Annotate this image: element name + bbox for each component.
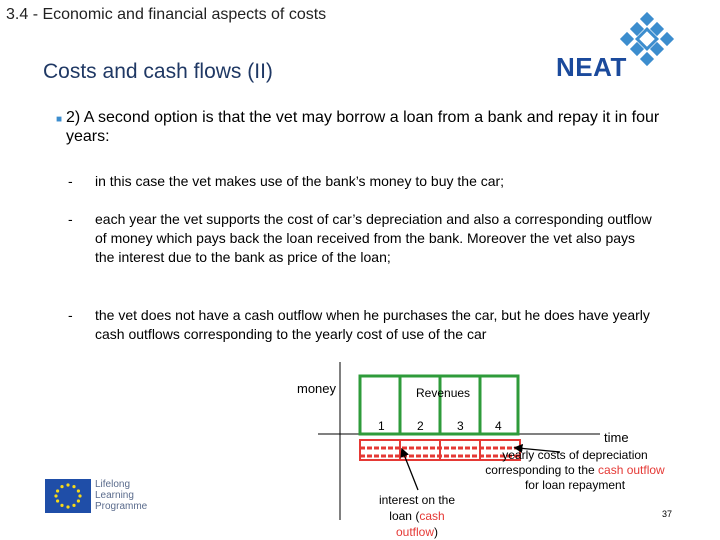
programme-text <box>95 479 147 512</box>
year-label: 1 <box>378 419 385 433</box>
square-bullet-icon: ■ <box>56 114 63 125</box>
year-label: 2 <box>417 419 424 433</box>
depreciation-label-red: cash outflow <box>598 463 665 477</box>
x-axis-label: time <box>604 430 629 445</box>
eu-flag-icon <box>45 479 91 513</box>
interest-arrow <box>403 452 418 490</box>
programme-line: Programme <box>95 501 148 512</box>
list-item-text: in this case the vet makes use of the bank’s money to buy the car; <box>95 173 505 189</box>
intro-text: 2) A second option is that the vet may borrow a loan from a bank and repay it in four years: <box>66 109 660 145</box>
neat-logo-text: NEAT <box>556 52 627 82</box>
interest-label <box>372 492 462 540</box>
year-label: 3 <box>457 419 464 433</box>
page-number: 37 <box>662 509 673 519</box>
y-axis-label: money <box>297 381 337 396</box>
dash-marker: - <box>68 211 73 227</box>
section-title: 3.4 - Economic and financial aspects of costs <box>6 6 327 23</box>
year-label: 4 <box>495 419 502 433</box>
programme-line: Lifelong <box>95 479 131 490</box>
dash-marker: - <box>68 307 73 323</box>
slide-title: Costs and cash flows (II) <box>43 60 273 83</box>
interest-label-close: ) <box>434 525 439 539</box>
lifelong-learning-logo <box>45 479 155 519</box>
list-item-text: each year the vet supports the cost of car’s depreciation and also a corresponding outflow of money which pays back the loan received from the bank. Moreover the vet also pays the interest due to the bank as price of the loan; <box>95 211 652 265</box>
revenues-label: Revenues <box>416 386 471 400</box>
list-item-text: the vet does not have a cash outflow when he purchases the car, but he does have yearly cash outflows corresponding to the yearly cost of use of the car <box>95 307 650 342</box>
depreciation-label-text: yearly costs of depreciation corresponding to the <box>485 448 648 477</box>
depreciation-label <box>484 448 666 493</box>
dash-marker: - <box>68 173 73 189</box>
depreciation-label-tail: for loan repayment <box>524 478 626 492</box>
programme-line: Learning <box>95 490 134 501</box>
interest-label-text: interest on the loan ( <box>378 493 456 523</box>
interest-label-red: cash outflow <box>395 509 445 539</box>
